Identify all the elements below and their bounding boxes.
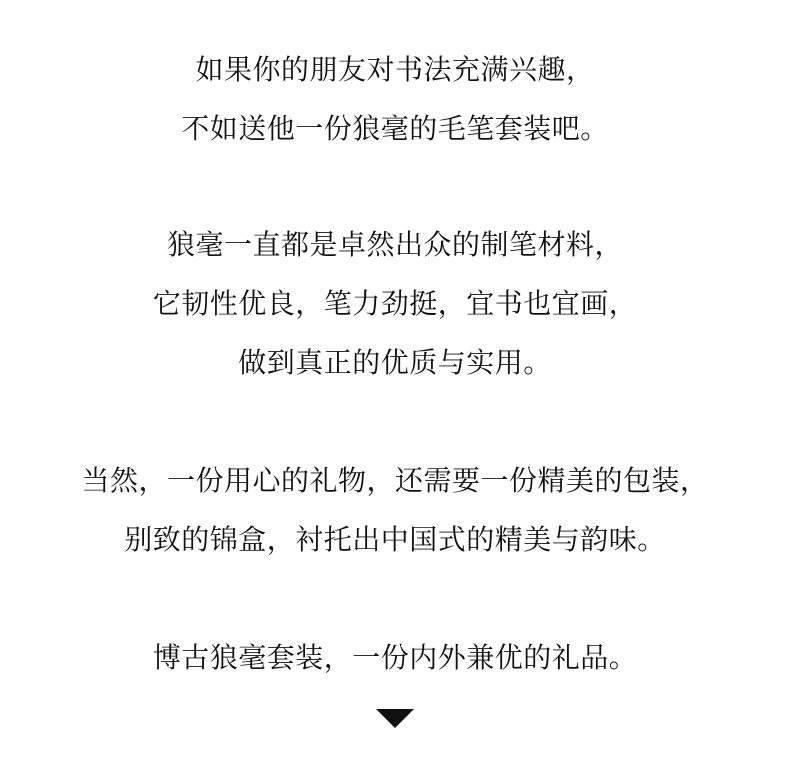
- paragraph-1-line-1: 如果你的朋友对书法充满兴趣，: [195, 53, 595, 86]
- paragraph-4-line-1: 博古狼毫套装，一份内外兼优的礼品。: [152, 641, 638, 674]
- triangle-down-icon: [376, 709, 414, 728]
- paragraph-2-line-1: 狼毫一直都是卓然出众的制笔材料，: [166, 228, 623, 261]
- paragraph-3-line-1: 当然，一份用心的礼物，还需要一份精美的包装，: [81, 464, 709, 497]
- paragraph-2-line-3: 做到真正的优质与实用。: [238, 346, 552, 379]
- paragraph-1-line-2: 不如送他一份狼毫的毛笔套装吧。: [181, 112, 609, 145]
- paragraph-2-line-2: 它韧性优良，笔力劲挺，宜书也宜画，: [152, 287, 638, 320]
- paragraph-3-line-2: 别致的锦盒，衬托出中国式的精美与韵味。: [124, 523, 666, 556]
